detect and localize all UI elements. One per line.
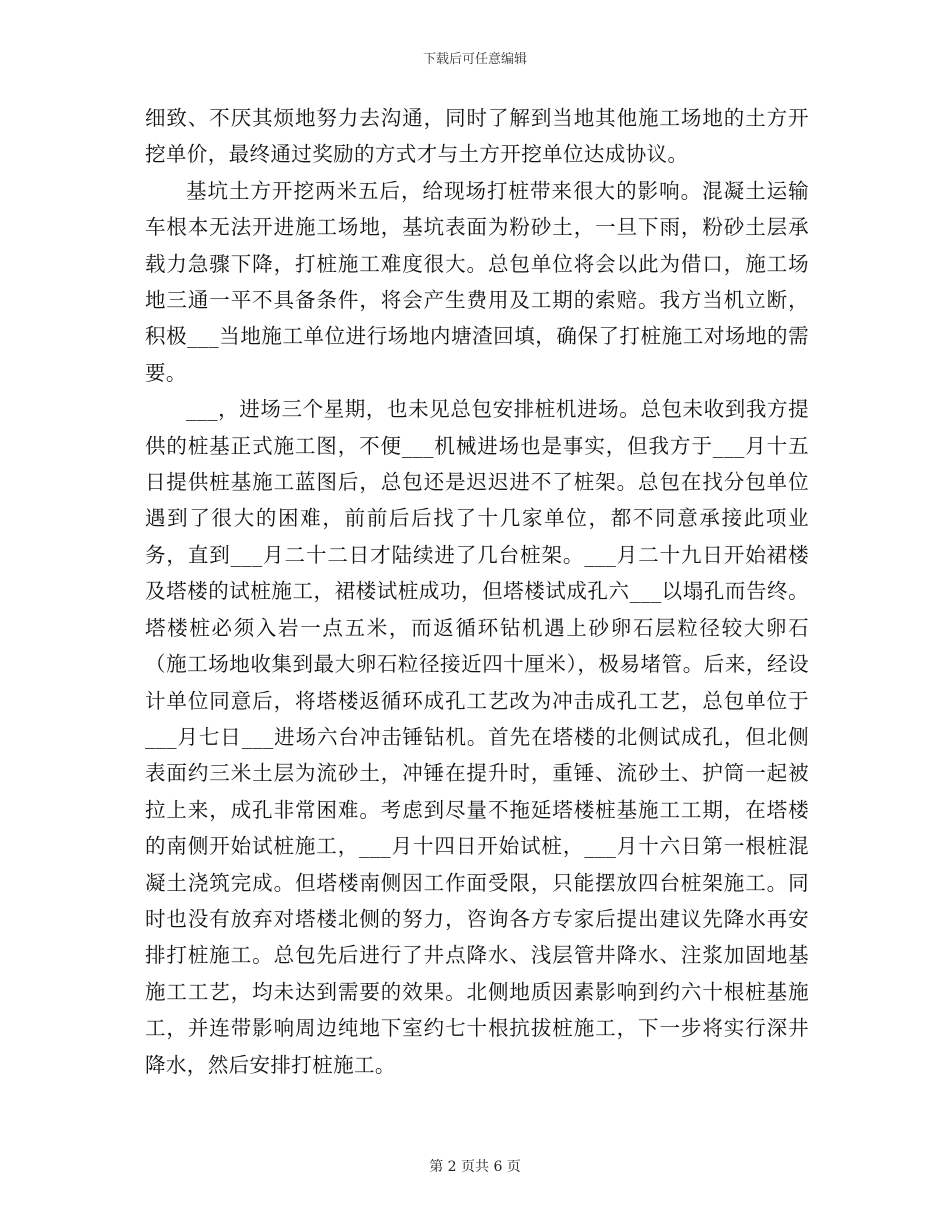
paragraph-excavation-impact: 基坑土方开挖两米五后，给现场打桩带来很大的影响。混凝土运输车根本无法开进施工场地，基坑表面为粉砂土，一旦下雨，粉砂土层承载力急骤下降，打桩施工难度很大。总包单位将会以此为借口，施工场地三通一平不具备条件，将会产生费用及工期的索赔。我方当机立断，积极___当地施工单位进行场地内塘渣回填，确保了打桩施工对场地的需要。	[145, 178, 809, 385]
page-footer: 第 2 页共 6 页	[429, 1159, 521, 1175]
paragraph-pile-construction: ___，进场三个星期，也未见总包安排桩机进场。总包未收到我方提供的桩基正式施工图，不便___机械进场也是事实，但我方于___月十五日提供桩基施工蓝图后，总包还是迟迟进不了桩架。总包在找分包单位遇到了很大的困难，前前后后找了十几家单位，都不同意承接此项业务，直到___月二十二日才陆续进了几台桩架。___月二十九日开始裙楼及塔楼的试桩施工，裙楼试桩成功，但塔楼试成孔六___以塌孔而告终。塔楼桩必须入岩一点五米，而返循环钻机遇上砂卵石层粒径较大卵石（施工场地收集到最大卵石粒径接近四十厘米），极易堵管。后来，经设计单位同意后，将塔楼返循环成孔工艺改为冲击成孔工艺，总包单位于___月七日___进场六台冲击锤钻机。首先在塔楼的北侧试成孔，但北侧表面约三米土层为流砂土，冲锤在提升时，重锤、流砂土、护筒一起被拉上来，成孔非常困难。考虑到尽量不拖延塔楼桩基施工工期，在塔楼的南侧开始试桩施工，___月十四日开始试桩，___月十六日第一根桩混凝土浇筑完成。但塔楼南侧因工作面受限，只能摆放四台桩架施工。同时也没有放弃对塔楼北侧的努力，咨询各方专家后提出建议先降水再安排打桩施工。总包先后进行了井点降水、浅层管井降水、注浆加固地基施工工艺，均未达到需要的效果。北侧地质因素影响到约六十根桩基施工，并连带影响周边纯地下室约七十根抗拔桩施工，下一步将实行深井降水，然后安排打桩施工。	[145, 397, 809, 1077]
page-header: 下载后可任意编辑	[422, 52, 527, 67]
document-body	[145, 100, 809, 1083]
paragraph-continuation: 细致、不厌其烦地努力去沟通，同时了解到当地其他施工场地的土方开挖单价，最终通过奖励的方式才与土方开挖单位达成协议。	[145, 106, 809, 167]
